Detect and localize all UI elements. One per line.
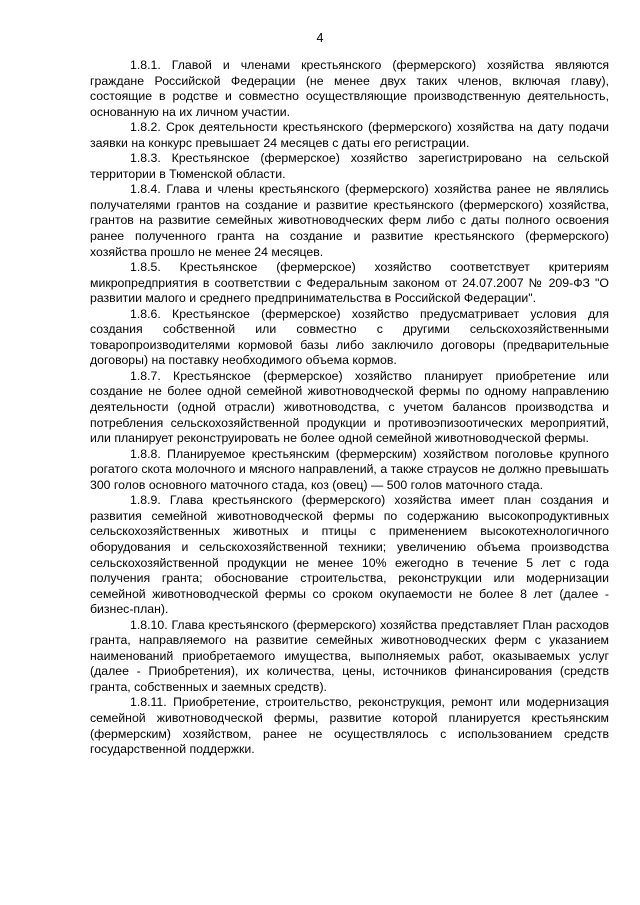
paragraph-1-8-7: 1.8.7. Крестьянское (фермерское) хозяйство планирует приобретение или создание не более одной семейной животноводческой фермы по одному направлению деятельности (одной отрасли) животноводства, с учетом балансов производства и потребления сельскохозяйственной продукции и противоэпизоотических мероприятий, или планирует реконструировать не более одной семейной животноводческой фермы.: [90, 368, 609, 446]
paragraph-1-8-9: 1.8.9. Глава крестьянского (фермерского) хозяйства имеет план создания и развития семейной животноводческой фермы по содержанию высокопродуктивных сельскохозяйственных животных и птицы с применением высокотехнологичного оборудования и сельскохозяйственной техники; увеличению объема производства сельскохозяйственной продукции не менее 10% ежегодно в течение 5 лет с года получения гранта; обоснование строительства, реконструкции или модернизации семейной животноводческой фермы со сроком окупаемости не более 8 лет (далее - бизнес-план).: [90, 493, 609, 617]
document-body: [90, 58, 609, 758]
paragraph-1-8-11: 1.8.11. Приобретение, строительство, реконструкция, ремонт или модернизация семейной животноводческой фермы, развитие которой планируется крестьянским (фермерским) хозяйством, ранее не осуществлялось с использованием средств государственной поддержки.: [90, 695, 609, 757]
paragraph-1-8-2: 1.8.2. Срок деятельности крестьянского (фермерского) хозяйства на дату подачи заявки на конкурс превышает 24 месяцев с даты его регистрации.: [90, 120, 609, 150]
paragraph-1-8-8: 1.8.8. Планируемое крестьянским (фермерским) хозяйством поголовье крупного рогатого скота молочного и мясного направлений, а также страусов не должно превышать 300 голов основного маточного стада, коз (овец) — 500 голов маточного стада.: [90, 446, 609, 492]
paragraph-1-8-5: 1.8.5. Крестьянское (фермерское) хозяйство соответствует критериям микропредприятия в соответствии с Федеральным законом от 24.07.2007 № 209-ФЗ "О развитии малого и среднего предпринимательства в Российской Федерации".: [90, 260, 609, 306]
paragraph-1-8-6: 1.8.6. Крестьянское (фермерское) хозяйство предусматривает условия для создания собственной или совместно с другими сельскохозяйственными товаропроизводителями кормовой базы либо заключило договоры (предварительные договоры) на поставку необходимого объема кормов.: [90, 306, 609, 368]
page-number: 4: [316, 31, 324, 45]
paragraph-1-8-4: 1.8.4. Глава и члены крестьянского (фермерского) хозяйства ранее не являлись получателями грантов на создание и развитие крестьянского (фермерского) хозяйства, грантов на развитие семейных животноводческих ферм либо с даты полного освоения ранее полученного гранта на создание и развитие крестьянского (фермерского) хозяйства прошло не менее 24 месяцев.: [90, 182, 609, 259]
paragraph-1-8-10: 1.8.10. Глава крестьянского (фермерского) хозяйства представляет План расходов гранта, направляемого на развитие семейных животноводческих ферм с указанием наименований приобретаемого имущества, выполняемых работ, оказываемых услуг (далее - Приобретения), их количества, цены, источников финансирования (средств гранта, собственных и заемных средств).: [90, 617, 609, 694]
paragraph-1-8-3: 1.8.3. Крестьянское (фермерское) хозяйство зарегистрировано на сельской территории в Тюменской области.: [90, 151, 609, 181]
paragraph-1-8-1: 1.8.1. Главой и членами крестьянского (фермерского) хозяйства являются граждане Российской Федерации (не менее двух таких членов, включая главу), состоящие в родстве и совместно осуществляющие производственную деятельность, основанную на их личном участии.: [90, 58, 609, 119]
